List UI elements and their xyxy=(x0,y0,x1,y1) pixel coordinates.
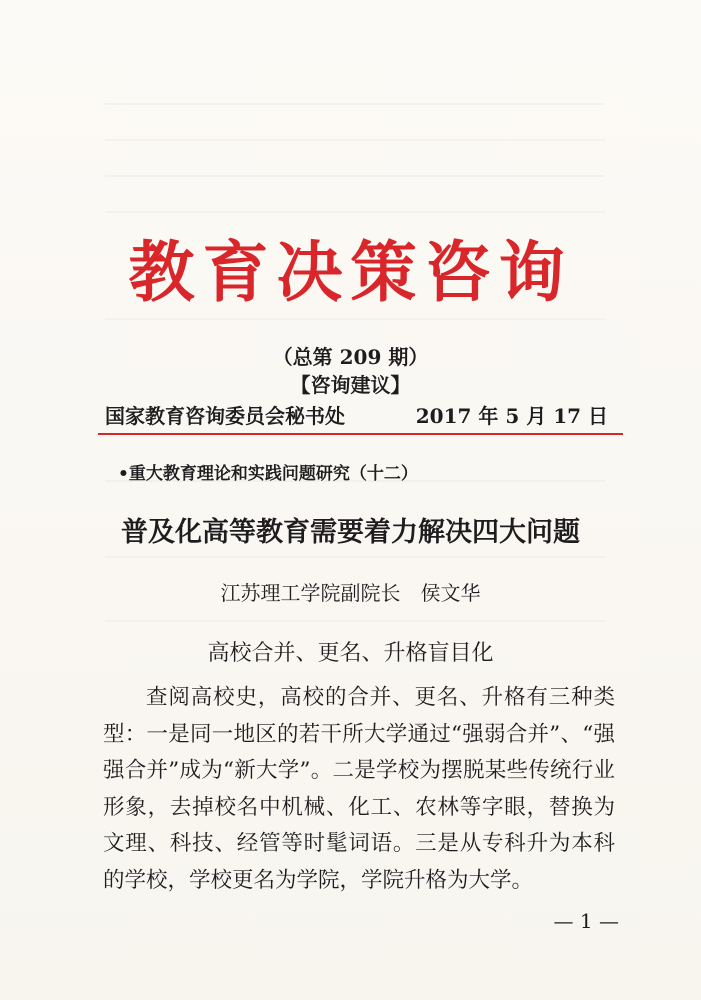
masthead-title: 教育决策咨询 xyxy=(128,233,573,311)
issue-date: 2017 年 5 月 17 日 xyxy=(415,404,608,428)
bleed-through-line xyxy=(105,620,605,622)
bleed-through-line xyxy=(105,103,605,105)
bleed-through-line xyxy=(105,175,605,177)
article-author: 江苏理工学院副院长 侯文华 xyxy=(220,581,481,605)
document-category: 【咨询建议】 xyxy=(290,373,411,397)
issuer-name: 国家教育咨询委员会秘书处 xyxy=(105,404,345,428)
bleed-through-line xyxy=(105,139,605,141)
bleed-through-line xyxy=(105,211,605,213)
section-heading: 高校合并、更名、升格盲目化 xyxy=(207,641,494,666)
article-title: 普及化高等教育需要着力解决四大问题 xyxy=(121,517,580,548)
page-number: — 1 — xyxy=(553,909,619,933)
red-divider-line xyxy=(98,433,623,435)
body-paragraph: 查阅高校史，高校的合并、更名、升格有三种类型：一是同一地区的若干所大学通过“强弱合并”、“强强合并”成为“新大学”。二是学校为摆脱某些传统行业形象，去掉校名中机械、化工、农林等字眼，替换为文理、科技、经管等时髦词语。三是从专科升为本科的学校，学校更名为学院，学院升格为大学。 xyxy=(103,685,615,893)
bleed-through-line xyxy=(105,556,605,558)
issue-number: （总第 209 期） xyxy=(272,345,429,369)
bleed-through-line xyxy=(105,318,605,320)
series-label: •重大教育理论和实践问题研究（十二） xyxy=(118,464,418,484)
